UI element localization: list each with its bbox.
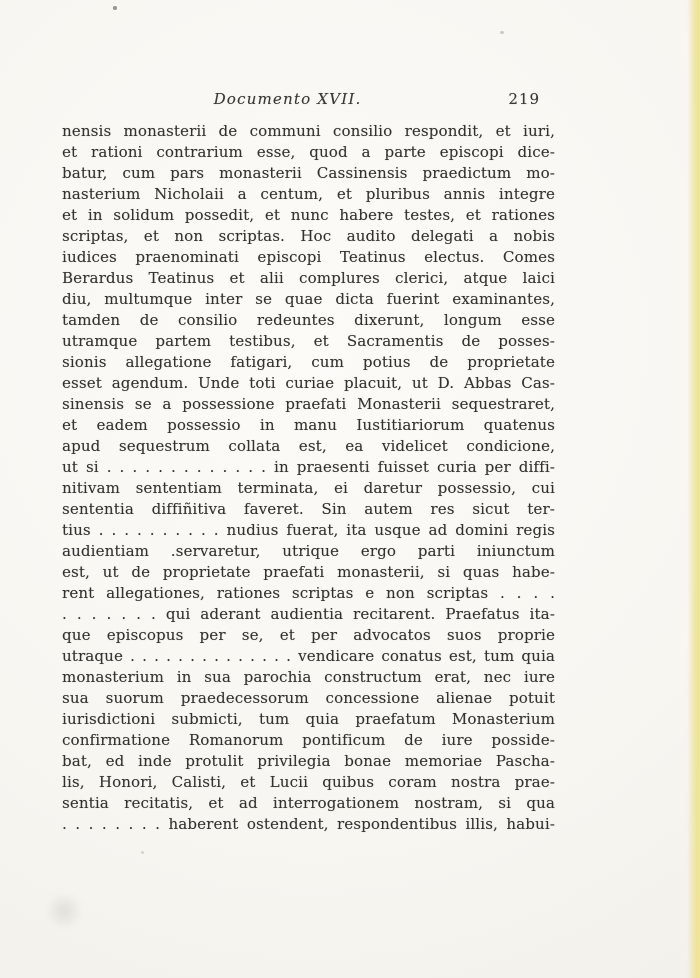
- scan-speck: [500, 31, 504, 34]
- text-line: nitivam sententiam terminata, ei daretur possessio, cui: [62, 479, 555, 497]
- text-line: sententia diffiñitiva faveret. Sin autem res sicut ter-: [62, 500, 555, 518]
- text-line: . . . . . . . . haberent ostendent, respondentibus illis, habui-: [62, 815, 555, 833]
- text-line: sua suorum praedecessorum concessione alienae potuit: [62, 689, 555, 707]
- page-header: [62, 90, 555, 112]
- text-line: et rationi contrarium esse, quod a parte episcopi dice-: [62, 143, 555, 161]
- text-line: Berardus Teatinus et alii complures clerici, atque laici: [62, 269, 555, 287]
- text-line: sentia recitatis, et ad interrogationem nostram, si qua: [62, 794, 555, 812]
- text-line: ut si . . . . . . . . . . . . . in praesenti fuisset curia per diffi-: [62, 458, 555, 476]
- page-number: 219: [508, 90, 540, 108]
- text-line: batur, cum pars monasterii Cassinensis praedictum mo-: [62, 164, 555, 182]
- text-line: apud sequestrum collata est, ea videlicet condicione,: [62, 437, 555, 455]
- text-line: iudices praenominati episcopi Teatinus electus. Comes: [62, 248, 555, 266]
- text-line: nasterium Nicholaii a centum, et pluribus annis integre: [62, 185, 555, 203]
- running-title: Documento XVII.: [213, 90, 362, 108]
- text-line: utramque partem testibus, et Sacramentis de posses-: [62, 332, 555, 350]
- text-line: est, ut de proprietate praefati monasterii, si quas habe-: [62, 563, 555, 581]
- text-line: iurisdictioni submicti, tum quia praefatum Monasterium: [62, 710, 555, 728]
- scan-speck: [113, 6, 117, 10]
- text-line: sinensis se a possessione praefati Monasterii sequestraret,: [62, 395, 555, 413]
- text-line: que episcopus per se, et per advocatos suos proprie: [62, 626, 555, 644]
- book-edge-strip: [687, 0, 700, 978]
- text-line: scriptas, et non scriptas. Hoc audito delegati a nobis: [62, 227, 555, 245]
- text-line: nensis monasterii de communi consilio respondit, et iuri,: [62, 122, 555, 140]
- text-line: utraque . . . . . . . . . . . . . . vendicare conatus est, tum quia: [62, 647, 555, 665]
- text-line: audientiam .servaretur, utrique ergo parti iniunctum: [62, 542, 555, 560]
- text-line: rent allegationes, rationes scriptas e non scriptas . . . .: [62, 584, 555, 602]
- text-line: confirmatione Romanorum pontificum de iure posside-: [62, 731, 555, 749]
- text-line: tius . . . . . . . . . . nudius fuerat, ita usque ad domini regis: [62, 521, 555, 539]
- text-line: . . . . . . . qui aderant audientia recitarent. Praefatus ita-: [62, 605, 555, 623]
- text-line: bat, ed inde protulit privilegia bonae memoriae Pascha-: [62, 752, 555, 770]
- text-line: sionis allegatione fatigari, cum potius de proprietate: [62, 353, 555, 371]
- text-line: monasterium in sua parochia constructum erat, nec iure: [62, 668, 555, 686]
- text-line: tamden de consilio redeuntes dixerunt, longum esse: [62, 311, 555, 329]
- text-line: et eadem possessio in manu Iustitiariorum quatenus: [62, 416, 555, 434]
- body-text: [62, 121, 555, 835]
- text-line: lis, Honori, Calisti, et Lucii quibus coram nostra prae-: [62, 773, 555, 791]
- scan-smudge: [45, 893, 83, 929]
- text-line: esset agendum. Unde toti curiae placuit, ut D. Abbas Cas-: [62, 374, 555, 392]
- text-line: diu, multumque inter se quae dicta fuerint examinantes,: [62, 290, 555, 308]
- scan-speck: [141, 851, 144, 854]
- text-line: et in solidum possedit, et nunc habere testes, et rationes: [62, 206, 555, 224]
